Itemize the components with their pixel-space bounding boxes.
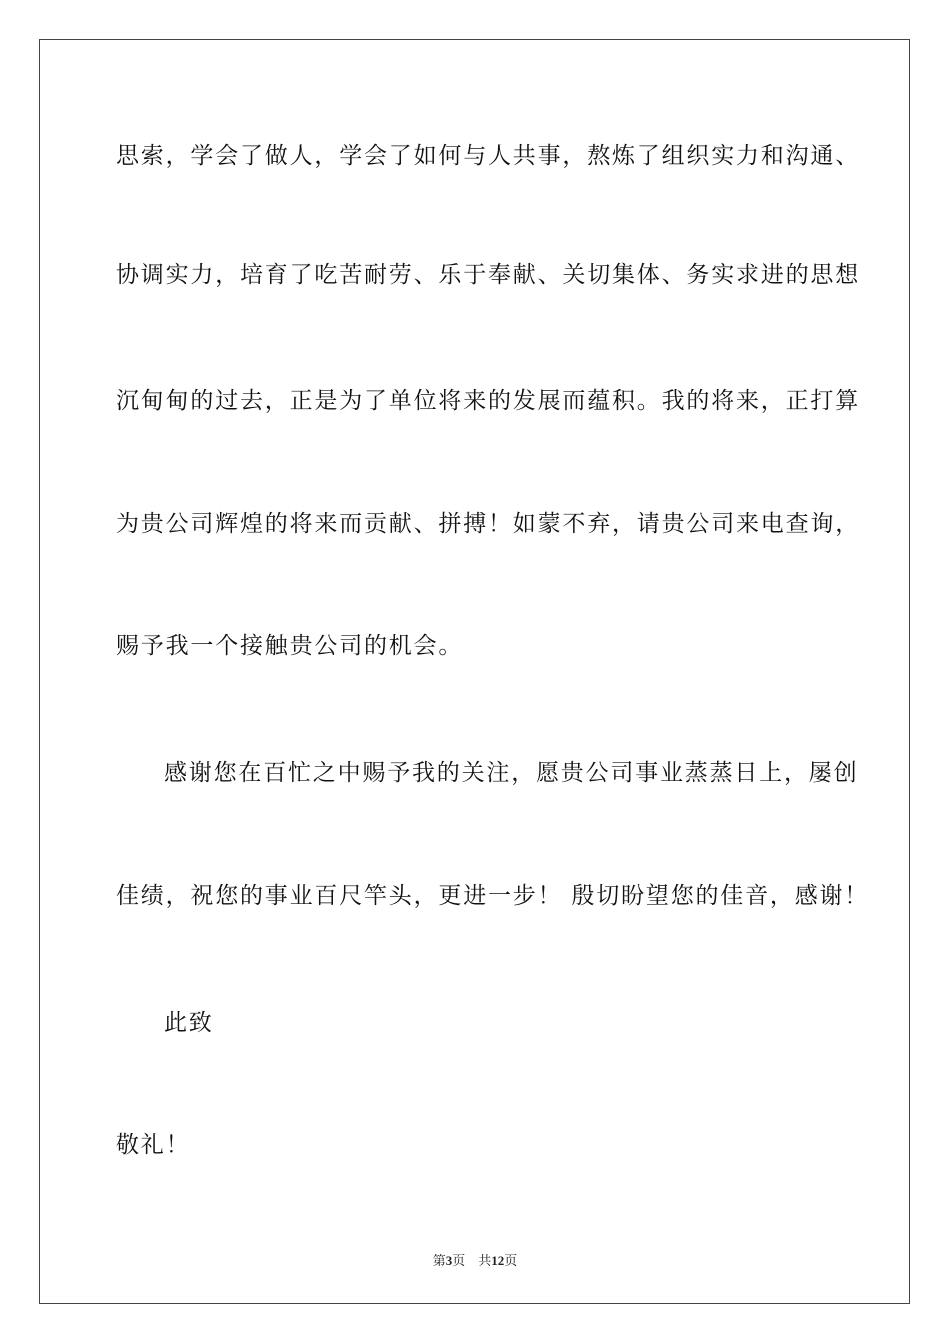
body-line-6: 感谢您在百忙之中赐予我的关注，愿贵公司事业蒸蒸日上，屡创 [164,760,859,786]
footer-total-pages: 12 [491,1253,505,1268]
body-line-2: 协调实力，培育了吃苦耐劳、乐于奉献、关切集体、务实求进的思想 [116,262,860,288]
closing-regards: 敬礼！ [116,1132,191,1158]
footer-page-number: 3 [445,1253,453,1268]
page-footer [0,1250,950,1269]
footer-total-prefix: 共 [478,1253,492,1268]
footer-total-suffix: 页 [504,1253,518,1268]
body-line-5: 赐予我一个接触贵公司的机会。 [116,633,464,659]
body-line-3: 沉甸甸的过去，正是为了单位将来的发展而蕴积。我的将来，正打算 [116,388,860,414]
closing-salutation: 此致 [164,1010,214,1036]
footer-page-prefix: 第 [432,1253,446,1268]
footer-page-suffix: 页 [452,1253,466,1268]
body-line-1: 思索，学会了做人，学会了如何与人共事，熬炼了组织实力和沟通、 [116,143,860,169]
body-line-4: 为贵公司辉煌的将来而贡献、拼搏！如蒙不弃，请贵公司来电查询， [116,511,860,537]
page-border [39,39,910,1304]
body-line-7: 佳绩，祝您的事业百尺竿头，更进一步！ 殷切盼望您的佳音，感谢！ [116,883,870,909]
